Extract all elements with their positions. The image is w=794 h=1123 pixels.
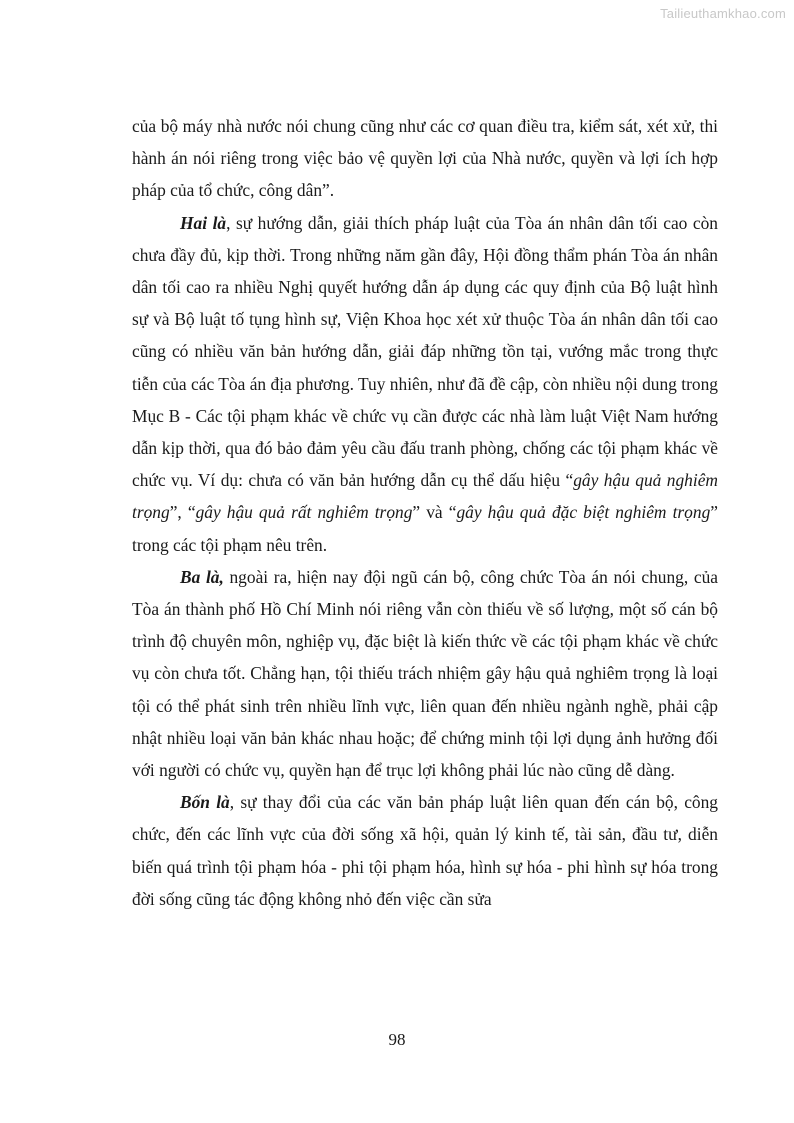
paragraph-text: ” và “	[412, 502, 457, 523]
watermark: Tailieuthamkhao.com	[660, 6, 786, 21]
italic-quote: gây hậu quả rất nghiêm trọng	[195, 502, 413, 523]
paragraph-heading: Hai là	[180, 212, 227, 233]
paragraph-text: ngoài ra, hiện nay đội ngũ cán bộ, công chức Tòa án nói chung, của Tòa án thành phố Hồ Chí Minh nói riêng vẫn còn thiếu về số lượng, một số cán bộ trình độ chuyên môn, nghiệp vụ, đặc biệt là kiến thức về các tội phạm khác về chức vụ còn chưa tốt. Chẳng hạn, tội thiếu trách nhiệm gây hậu quả nghiêm trọng là loại tội có thể phát sinh trên nhiều lĩnh vực, liên quan đến nhiều ngành nghề, phải cập nhật nhiều loại văn bản khác nhau hoặc; để chứng minh tội lợi dụng ảnh hưởng đối với người có chức vụ, quyền hạn để trục lợi không phải lúc nào cũng dễ dàng.	[132, 566, 718, 781]
paragraph-hai-la	[132, 207, 718, 561]
italic-quote: gây hậu quả đặc biệt nghiêm trọng	[456, 502, 711, 523]
page-body	[132, 110, 718, 915]
paragraph-heading: Bốn là	[180, 792, 230, 813]
paragraph-text: ”, “	[169, 502, 196, 523]
paragraph-text: , sự thay đổi của các văn bản pháp luật liên quan đến cán bộ, công chức, đến các lĩnh vực của đời sống xã hội, quản lý kinh tế, tài sản, đầu tư, diễn biến quá trình tội phạm hóa - phi tội phạm hóa, hình sự hóa - phi hình sự hóa trong đời sống cũng tác động không nhỏ đến việc cần sửa	[132, 792, 718, 909]
paragraph-text: , sự hướng dẫn, giải thích pháp luật của Tòa án nhân dân tối cao còn chưa đầy đủ, kịp thời. Trong những năm gần đây, Hội đồng thẩm phán Tòa án nhân dân tối cao ra nhiều Nghị quyết hướng dẫn áp dụng các quy định của Bộ luật hình sự và Bộ luật tố tụng hình sự, Viện Khoa học xét xử thuộc Tòa án nhân dân tối cao cũng có nhiều văn bản hướng dẫn, giải đáp những tồn tại, vướng mắc trong thực tiễn của các Tòa án địa phương. Tuy nhiên, như đã đề cập, còn nhiều nội dung trong Mục B - Các tội phạm khác về chức vụ cần được các nhà làm luật Việt Nam hướng dẫn kịp thời, qua đó bảo đảm yêu cầu đấu tranh phòng, chống các tội phạm khác về chức vụ. Ví dụ: chưa có văn bản hướng dẫn cụ thể dấu hiệu “	[132, 212, 718, 491]
paragraph-continuation	[132, 110, 718, 207]
paragraph-text: của bộ máy nhà nước nói chung cũng như các cơ quan điều tra, kiểm sát, xét xử, thi hành án nói riêng trong việc bảo vệ quyền lợi của Nhà nước, quyền và lợi ích hợp pháp của tổ chức, công dân”.	[132, 116, 718, 201]
paragraph-heading: Ba là,	[180, 566, 224, 587]
italic-quote: gây hậu quả nghiêm trọng	[132, 470, 718, 523]
paragraph-bon-la	[132, 786, 718, 915]
page-number: 98	[388, 1030, 406, 1049]
paragraph-ba-la	[132, 561, 718, 786]
paragraph-text: ” trong các tội phạm nêu trên.	[132, 502, 718, 555]
